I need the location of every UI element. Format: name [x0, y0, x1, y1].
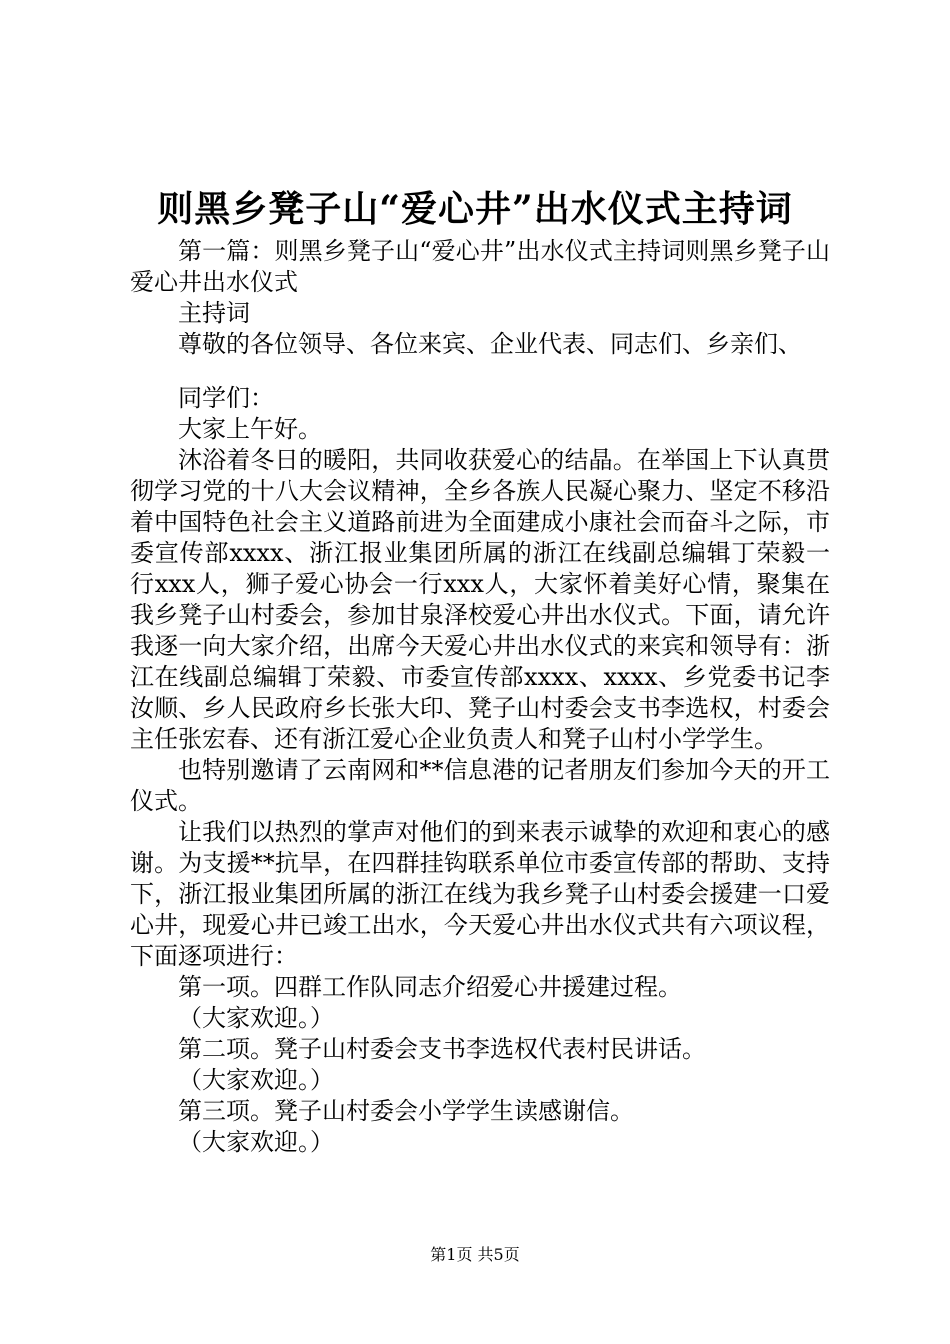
paragraph-item-3: 第三项。凳子山村委会小学学生读感谢信。 [178, 1097, 634, 1125]
page-number-footer: 第1页 共5页 [430, 1245, 520, 1264]
document-body [130, 236, 830, 1158]
paragraph-salutation: 尊敬的各位领导、各位来宾、企业代表、同志们、乡亲们、 [178, 330, 802, 358]
paragraph-first-chapter: 第一篇：则黑乡凳子山“爱心井”出水仪式主持词则黑乡凳子山爱心井出水仪式 [130, 237, 830, 296]
paragraph-salutation-cont: 同学们： [178, 384, 274, 412]
paragraph-item-2: 第二项。凳子山村委会支书李选权代表村民讲话。 [178, 1035, 706, 1063]
document-title: 则黑乡凳子山“爱心井”出水仪式主持词 [157, 188, 793, 230]
paragraph-opening: 沐浴着冬日的暖阳，共同收获爱心的结晶。在举国上下认真贯彻学习党的十八大会议精神，全乡各族人民凝心聚力、坚定不移沿着中国特色社会主义道路前进为全面建成小康社会而奋斗之际，市委宣传部xxxx、浙江报业集团所属的浙江在线副总编辑丁荣毅一行xxx人，狮子爱心协会一行xxx人，大家怀着美好心情，聚集在我乡凳子山村委会，参加甘泉泽校爱心井出水仪式。下面，请允许我逐一向大家介绍，出席今天爱心井出水仪式的来宾和领导有：浙江在线副总编辑丁荣毅、市委宣传部xxxx、xxxx、乡党委书记李汝顺、乡人民政府乡长张大印、凳子山村委会支书李选权，村委会主任张宏春、还有浙江爱心企业负责人和凳子山村小学学生。 [130, 446, 830, 753]
paragraph-greeting: 大家上午好。 [178, 415, 322, 443]
paragraph-reporters: 也特别邀请了云南网和**信息港的记者朋友们参加今天的开工仪式。 [130, 756, 830, 815]
paragraph-host-words: 主持词 [178, 299, 250, 327]
paragraph-welcome-2: （大家欢迎。） [178, 1066, 334, 1094]
paragraph-welcome-1: （大家欢迎。） [178, 1004, 334, 1032]
paragraph-item-1: 第一项。四群工作队同志介绍爱心井援建过程。 [178, 973, 682, 1001]
paragraph-welcome-3: （大家欢迎。） [178, 1128, 334, 1156]
paragraph-thanks: 让我们以热烈的掌声对他们的到来表示诚挚的欢迎和衷心的感谢。为支援**抗旱，在四群挂钩联系单位市委宣传部的帮助、支持下，浙江报业集团所属的浙江在线为我乡凳子山村委会援建一口爱心井，现爱心井已竣工出水，今天爱心井出水仪式共有六项议程，下面逐项进行： [130, 818, 830, 970]
